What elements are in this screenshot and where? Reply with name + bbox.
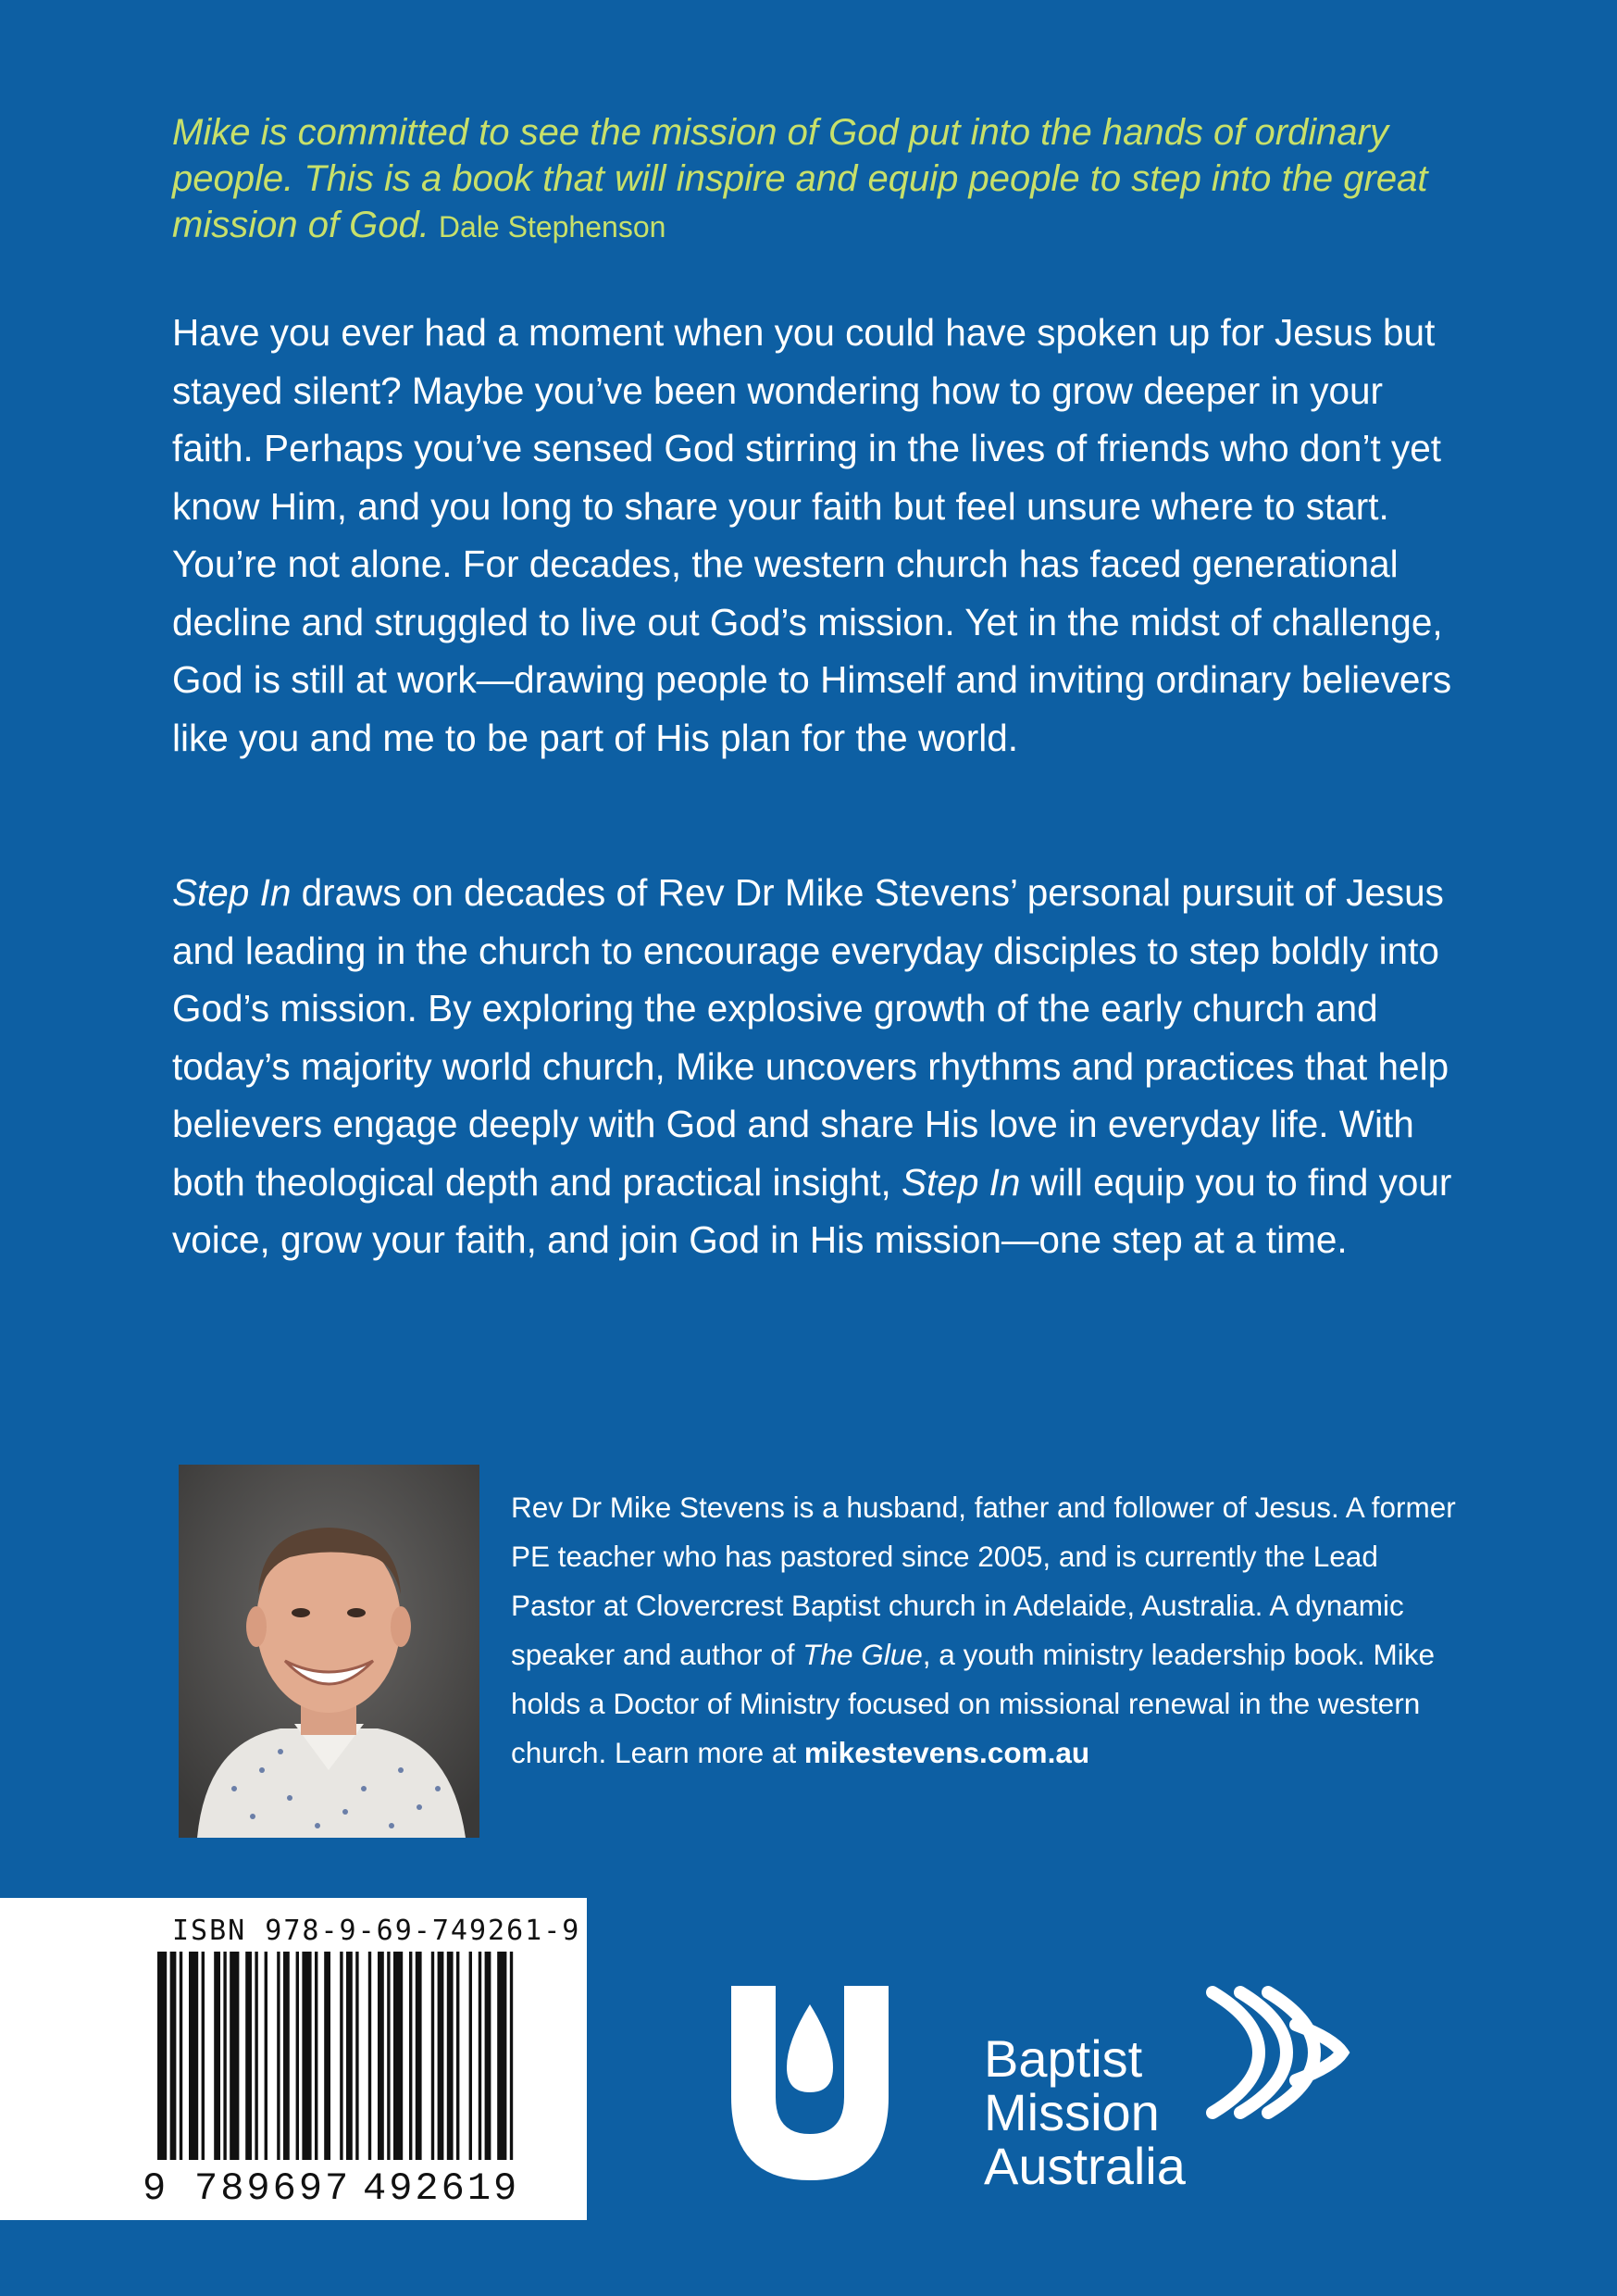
barcode-bar	[170, 1952, 177, 2160]
barcode-bar	[230, 1952, 239, 2160]
baptist-mission-australia-wordmark	[984, 2029, 1186, 2195]
blurb-paragraph-1	[172, 304, 1468, 767]
barcode-bar	[416, 1952, 422, 2160]
barcode-bar	[245, 1952, 252, 2160]
barcode-bar	[387, 1952, 390, 2160]
barcode-bar	[393, 1952, 403, 2160]
bma-line-2: Mission	[984, 2083, 1160, 2141]
author-photo	[179, 1465, 479, 1838]
endorsement-text: Mike is committed to see the mission of God put into the hands of ordinary people. This is a book that will inspire and equip people to step into the great mission of God.	[172, 112, 1428, 245]
barcode-bar	[277, 1952, 280, 2160]
barcode-bar	[378, 1952, 384, 2160]
blurb-paragraph-2	[172, 864, 1468, 1269]
author-bio	[511, 1483, 1464, 1778]
barcode-bar	[340, 1952, 342, 2160]
barcode-bar	[265, 1952, 267, 2160]
barcode-bar	[447, 1952, 454, 2160]
barcode-bars	[157, 1952, 537, 2178]
barcode-bar	[302, 1952, 311, 2160]
barcode-bar	[409, 1952, 412, 2160]
barcode-bar	[296, 1952, 299, 2160]
bma-line-3: Australia	[984, 2137, 1186, 2195]
book-title-italic-2: Step In	[902, 1160, 1021, 1204]
barcode-bar	[469, 1952, 472, 2160]
barcode-bar	[189, 1952, 198, 2160]
blurb-text-1: Have you ever had a moment when you could have spoken up for Jesus but stayed silent? Maybe you’ve been wondering how to grow deeper in your faith. Perhaps you’ve sensed God stirring in the lives of friends who don’t yet know Him, and you long to share your faith but feel unsure where to start. You’re not alone. For decades, the western church has faced generational decline and struggled to live out God’s mission. Yet in the midst of challenge, God is still at work—drawing people to Himself and inviting ordinary believers like you and me to be part of His plan for the world.	[172, 311, 1452, 759]
endorsement-author: Dale Stephenson	[438, 210, 666, 243]
barcode-bar	[368, 1952, 371, 2160]
bma-chevron-logo-icon	[1203, 1983, 1351, 2122]
barcode-bar	[214, 1952, 220, 2160]
barcode-bar	[157, 1952, 167, 2160]
barcode-bar	[315, 1952, 317, 2160]
barcode-bar	[355, 1952, 358, 2160]
bio-text-b: , a youth ministry leadership book. Mike holds a Doctor of Ministry focused on missional renewal in the western church. Learn more at	[511, 1638, 1436, 1769]
book-title-italic: Step In	[172, 871, 292, 914]
barcode-bar	[283, 1952, 290, 2160]
barcode-bar	[346, 1952, 353, 2160]
blurb-text-2a: draws on decades of Rev Dr Mike Stevens’ personal pursuit of Jesus and leading in the church to encourage everyday disciples to step boldly into God’s mission. By exploring the explosive growth of the early church and today’s majority world church, Mike uncovers rhythms and practices that help believers engage deeply with God and share His love in everyday life. With both theological depth and practical insight,	[172, 871, 1449, 1204]
barcode-bar	[223, 1952, 226, 2160]
barcode-bar	[497, 1952, 506, 2160]
barcode-bar	[180, 1952, 182, 2160]
bma-line-1: Baptist	[984, 2029, 1143, 2088]
barcode-digits-left: 789697	[194, 2166, 352, 2211]
barcode-digits-right: 492619	[363, 2166, 520, 2211]
barcode-bar	[510, 1952, 513, 2160]
blurb-text-2b: will equip you to find your voice, grow your faith, and join God in His mission—one step at a time.	[172, 1160, 1452, 1261]
author-website-link[interactable]: mikestevens.com.au	[803, 1736, 1090, 1769]
barcode-bar	[202, 1952, 205, 2160]
barcode-bar	[479, 1952, 481, 2160]
bio-text-a: Rev Dr Mike Stevens is a husband, father and follower of Jesus. A former PE teacher who has pastored since 2005, and is currently the Lead Pastor at Clovercrest Baptist church in Adelaide, Australia. A dynamic speaker and author of	[511, 1491, 1456, 1671]
barcode-bar	[255, 1952, 257, 2160]
uniting-logo-icon	[731, 1986, 889, 2180]
barcode-bar	[438, 1952, 444, 2160]
isbn-label: ISBN 978-9-69-749261-9	[172, 1915, 581, 1947]
barcode-bar	[431, 1952, 434, 2160]
barcode-digit-first: 9	[143, 2166, 167, 2211]
barcode-bar	[456, 1952, 459, 2160]
endorsement-quote	[172, 109, 1468, 250]
blurb-text-2	[172, 864, 1468, 1269]
barcode-bar	[485, 1952, 491, 2160]
bio-book-title: The Glue	[802, 1638, 923, 1671]
barcode-bar	[324, 1952, 330, 2160]
